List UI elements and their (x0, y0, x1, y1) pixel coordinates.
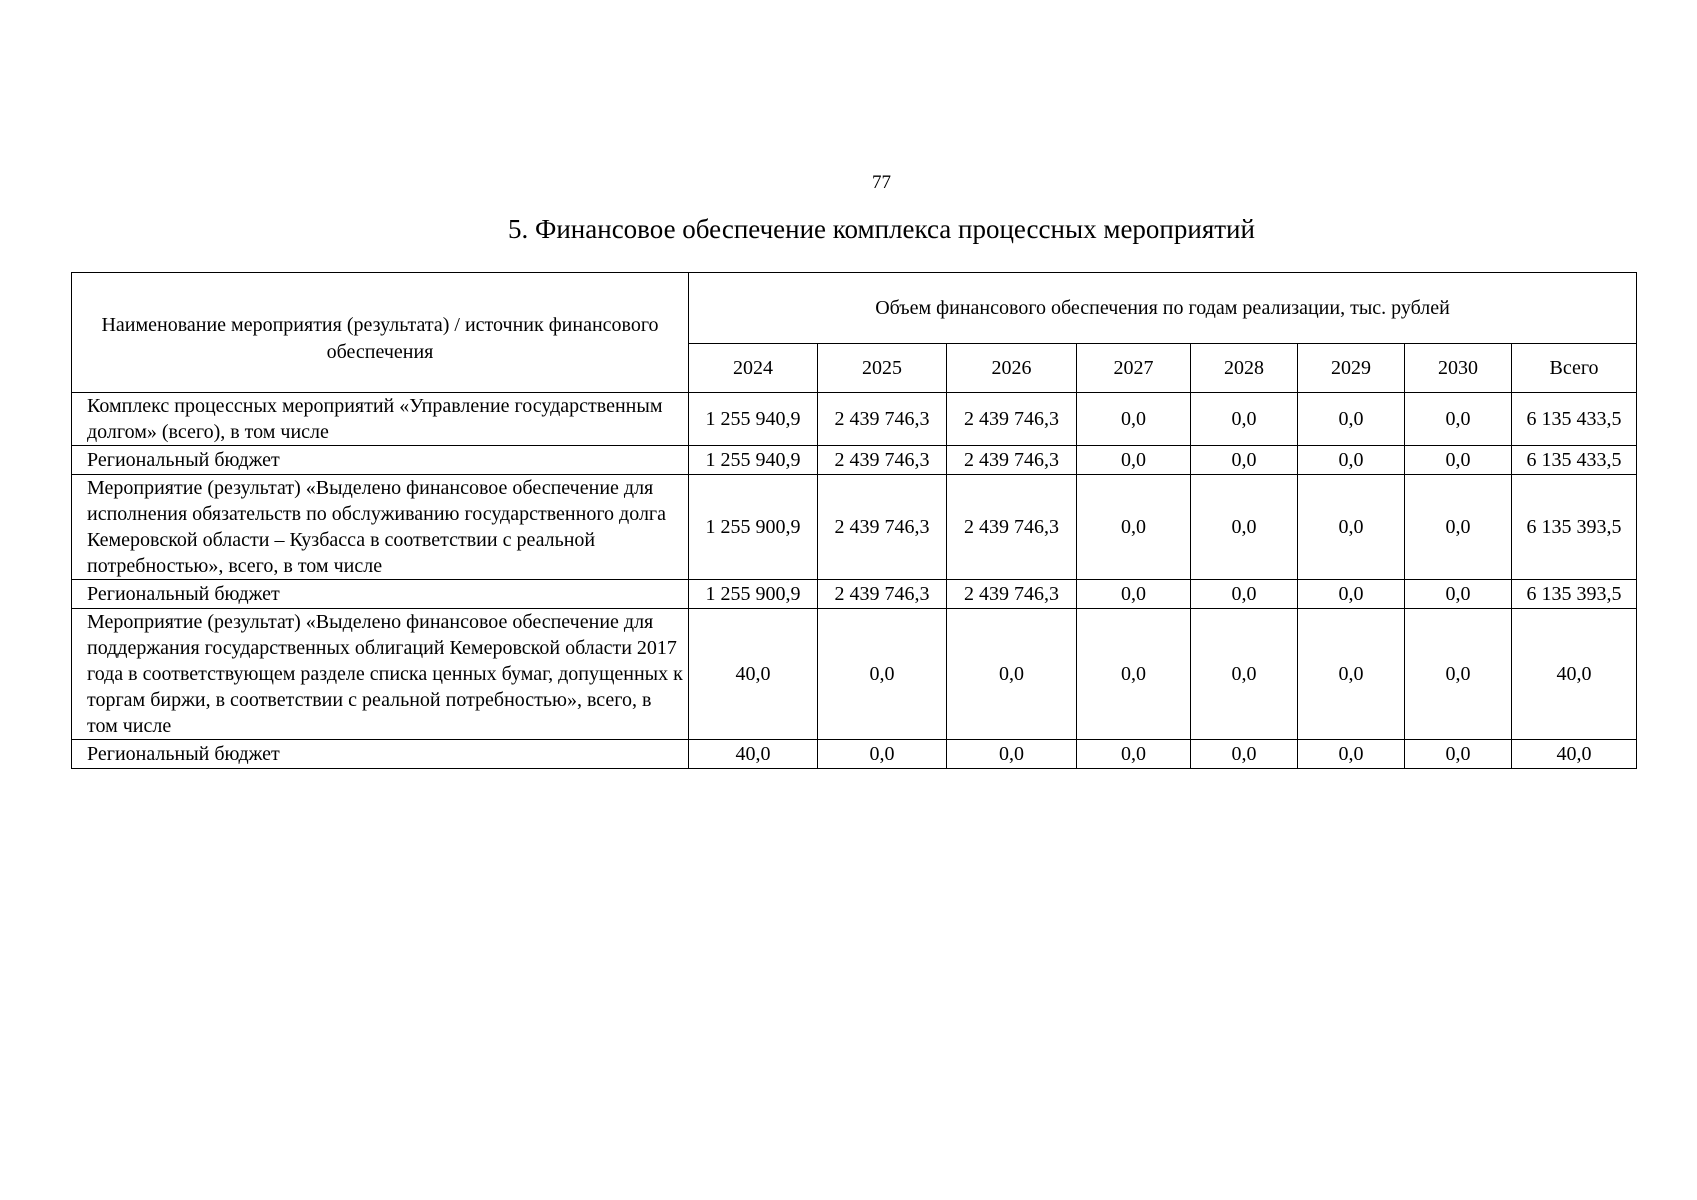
cell-value: 0,0 (1298, 475, 1405, 580)
page-title: 5. Финансовое обеспечение комплекса процессных мероприятий (508, 214, 1255, 244)
cell-value: 0,0 (947, 740, 1077, 769)
financing-table (71, 272, 1637, 769)
column-header-name: Наименование мероприятия (результата) / источник финансового обеспечения (72, 273, 689, 393)
row-name: Региональный бюджет (72, 580, 689, 609)
cell-value: 0,0 (1191, 393, 1298, 446)
cell-value: 0,0 (1191, 580, 1298, 609)
table-row (72, 740, 1637, 769)
table-row (72, 393, 1637, 446)
column-header-year: 2029 (1298, 344, 1405, 393)
row-name: Мероприятие (результат) «Выделено финансовое обеспечение для исполнения обязательств по обслуживанию государственного долга Кемеровской области – Кузбасса в соответствии с реальной потребностью», всего, в том числе (72, 475, 689, 580)
cell-total: 40,0 (1512, 740, 1637, 769)
table-row (72, 446, 1637, 475)
cell-value: 2 439 746,3 (947, 446, 1077, 475)
cell-value: 0,0 (1191, 475, 1298, 580)
cell-value: 0,0 (1191, 446, 1298, 475)
cell-value: 1 255 900,9 (689, 580, 818, 609)
cell-value: 0,0 (1077, 446, 1191, 475)
table-row (72, 580, 1637, 609)
column-header-total: Всего (1512, 344, 1637, 393)
row-name: Региональный бюджет (72, 740, 689, 769)
cell-total: 6 135 433,5 (1512, 393, 1637, 446)
table-row (72, 475, 1637, 580)
cell-value: 0,0 (818, 609, 947, 740)
cell-value: 40,0 (689, 609, 818, 740)
row-name: Мероприятие (результат) «Выделено финансовое обеспечение для поддержания государственных облигаций Кемеровской области 2017 года в соответствующем разделе списка ценных бумаг, допущенных к торгам биржи, в соответствии с реальной потребностью», всего, в том числе (72, 609, 689, 740)
cell-value: 0,0 (947, 609, 1077, 740)
column-header-year: 2025 (818, 344, 947, 393)
column-header-year: 2026 (947, 344, 1077, 393)
cell-value: 1 255 940,9 (689, 446, 818, 475)
row-name: Комплекс процессных мероприятий «Управление государственным долгом» (всего), в том числе (72, 393, 689, 446)
column-header-year: 2027 (1077, 344, 1191, 393)
cell-value: 0,0 (1077, 475, 1191, 580)
cell-value: 40,0 (689, 740, 818, 769)
cell-value: 1 255 900,9 (689, 475, 818, 580)
cell-value: 0,0 (1298, 393, 1405, 446)
table-row (72, 609, 1637, 740)
cell-total: 6 135 393,5 (1512, 475, 1637, 580)
cell-value: 0,0 (1191, 740, 1298, 769)
cell-value: 0,0 (1077, 580, 1191, 609)
cell-total: 6 135 433,5 (1512, 446, 1637, 475)
cell-value: 0,0 (1298, 446, 1405, 475)
cell-value: 0,0 (1405, 446, 1512, 475)
cell-value: 0,0 (1405, 475, 1512, 580)
cell-value: 0,0 (818, 740, 947, 769)
cell-value: 0,0 (1298, 580, 1405, 609)
cell-value: 2 439 746,3 (947, 580, 1077, 609)
cell-total: 40,0 (1512, 609, 1637, 740)
cell-value: 0,0 (1298, 609, 1405, 740)
page-number: 77 (872, 172, 891, 193)
cell-value: 0,0 (1405, 580, 1512, 609)
column-header-year: 2024 (689, 344, 818, 393)
cell-value: 0,0 (1077, 740, 1191, 769)
cell-value: 0,0 (1077, 609, 1191, 740)
cell-value: 0,0 (1405, 740, 1512, 769)
cell-value: 0,0 (1405, 609, 1512, 740)
column-header-group: Объем финансового обеспечения по годам реализации, тыс. рублей (689, 273, 1637, 344)
column-header-year: 2030 (1405, 344, 1512, 393)
cell-value: 0,0 (1405, 393, 1512, 446)
cell-value: 2 439 746,3 (818, 475, 947, 580)
cell-value: 1 255 940,9 (689, 393, 818, 446)
cell-total: 6 135 393,5 (1512, 580, 1637, 609)
cell-value: 2 439 746,3 (947, 393, 1077, 446)
cell-value: 0,0 (1191, 609, 1298, 740)
cell-value: 0,0 (1298, 740, 1405, 769)
cell-value: 0,0 (1077, 393, 1191, 446)
column-header-year: 2028 (1191, 344, 1298, 393)
row-name: Региональный бюджет (72, 446, 689, 475)
cell-value: 2 439 746,3 (818, 393, 947, 446)
cell-value: 2 439 746,3 (818, 446, 947, 475)
cell-value: 2 439 746,3 (818, 580, 947, 609)
cell-value: 2 439 746,3 (947, 475, 1077, 580)
